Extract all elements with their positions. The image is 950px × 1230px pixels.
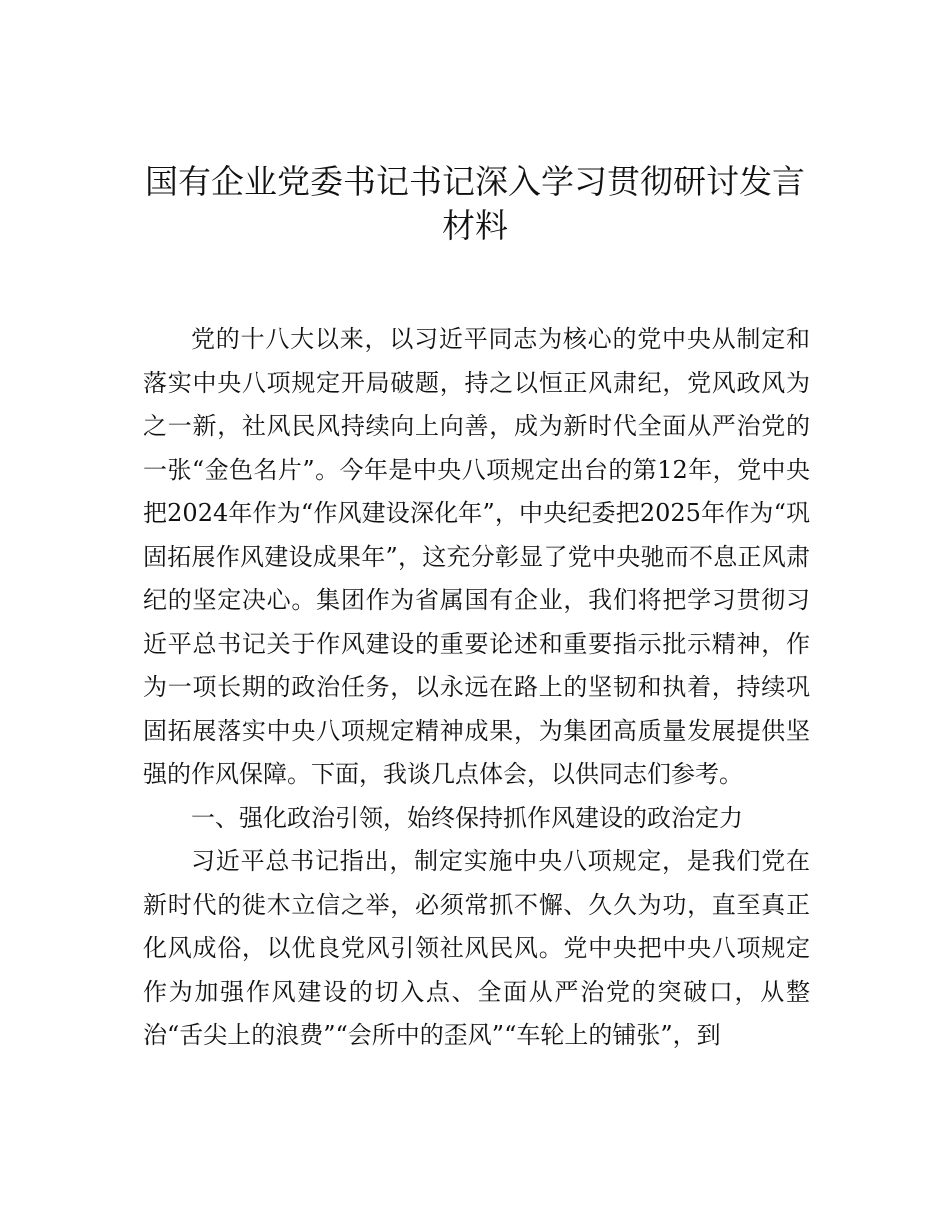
document-title: [100, 160, 850, 248]
document-body: [143, 318, 810, 1058]
document-title-line-2: 材料: [442, 206, 508, 245]
section-heading-1: 一、强化政治引领，始终保持抓作风建设的政治定力: [191, 803, 743, 832]
paragraph-intro: 党的十八大以来，以习近平同志为核心的党中央从制定和落实中央八项规定开局破题，持之以恒正风肃纪，党风政风为之一新，社风民风持续向上向善，成为新时代全面从严治党的一张“金色名片”。今年是中央八项规定出台的第12年，党中央把2024年作为“作风建设深化年”，中央纪委把2025年作为“巩固拓展作风建设成果年”，这充分彰显了党中央驰而不息正风肃纪的坚定决心。集团作为省属国有企业，我们将把学习贯彻习近平总书记关于作风建设的重要论述和重要指示批示精神，作为一项长期的政治任务，以永远在路上的坚韧和执着，持续巩固拓展落实中央八项规定精神成果，为集团高质量发展提供坚强的作风保障。下面，我谈几点体会，以供同志们参考。: [143, 325, 810, 788]
paragraph-section-1: 习近平总书记指出，制定实施中央八项规定，是我们党在新时代的徙木立信之举，必须常抓不懈、久久为功，直至真正化风成俗，以优良党风引领社风民风。党中央把中央八项规定作为加强作风建设的切入点、全面从严治党的突破口，从整治“舌尖上的浪费”“会所中的歪风”“车轮上的铺张”，到: [143, 847, 810, 1049]
document-title-line-1: 国有企业党委书记书记深入学习贯彻研讨发言: [145, 162, 805, 201]
